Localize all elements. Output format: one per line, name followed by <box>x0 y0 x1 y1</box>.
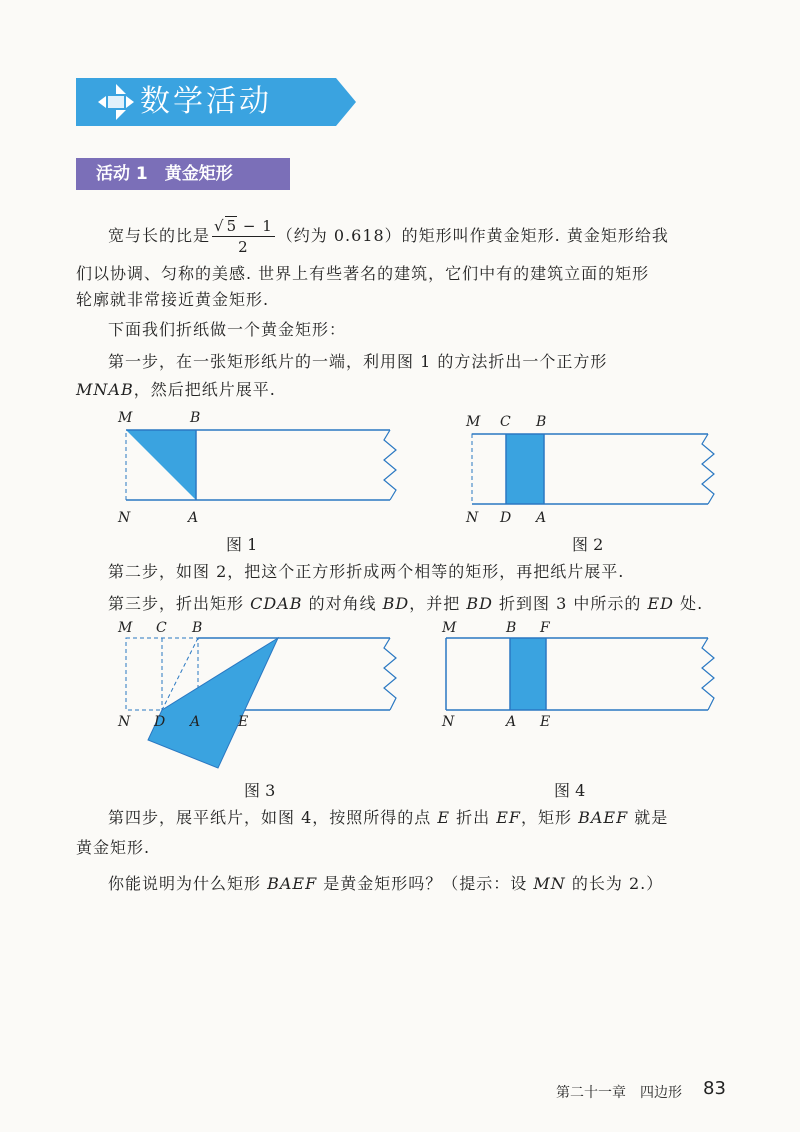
label-E: E <box>238 714 249 730</box>
question-text: 你能说明为什么矩形 BAEF 是黄金矩形吗？（提示：设 MN 的长为 2.） <box>108 874 664 893</box>
figure-2 <box>450 408 760 528</box>
figure-3 <box>100 616 410 776</box>
label-B: B <box>506 620 517 636</box>
label-B: B <box>190 410 201 426</box>
intro-line-3: 轮廓就非常接近黄金矩形. <box>76 290 270 309</box>
fold-intro: 下面我们折纸做一个黄金矩形： <box>108 320 347 339</box>
figure-2-caption: 图 2 <box>572 535 604 554</box>
label-N: N <box>442 714 455 730</box>
activity-title: 活动 1 黄金矩形 <box>96 164 233 184</box>
step3-text: 第三步，折出矩形 CDAB 的对角线 BD，并把 BD 折到图 3 中所示的 ED 处. <box>108 594 704 613</box>
golden-ratio-fraction: $\frac{√ 5 - 1}{2}$ <box>214 217 273 256</box>
label-M: M <box>466 414 481 430</box>
page-number: 83 <box>703 1078 726 1099</box>
step4-line2: 黄金矩形. <box>76 838 151 857</box>
label-A: A <box>190 714 201 730</box>
label-M: M <box>118 410 133 426</box>
step2-text: 第二步，如图 2，把这个正方形折成两个相等的矩形，再把纸片展平. <box>108 562 625 581</box>
step1-line1: 第一步，在一张矩形纸片的一端，利用图 1 的方法折出一个正方形 <box>108 352 608 371</box>
intro-line-2: 们以协调、匀称的美感. 世界上有些著名的建筑，它们中有的建筑立面的矩形 <box>76 264 650 283</box>
figure-1 <box>100 408 410 528</box>
figure-3-caption: 图 3 <box>244 781 276 800</box>
figure-1-caption: 图 1 <box>226 535 258 554</box>
intro-line-1: 宽与长的比是 $\frac{√ 5 - 1}{2}$ （约为 0.618）的矩形叫作黄金矩形. 黄金矩形给我 <box>108 217 669 256</box>
label-A: A <box>188 510 199 526</box>
step1-line2: MNAB，然后把纸片展平. <box>76 380 276 399</box>
section-title: 数学活动 <box>140 84 272 119</box>
diamond-logo-icon <box>96 82 136 122</box>
label-A: A <box>506 714 517 730</box>
chapter-footer: 第二十一章 四边形 <box>556 1085 682 1101</box>
figure-4-caption: 图 4 <box>554 781 586 800</box>
label-A: A <box>536 510 547 526</box>
label-B: B <box>192 620 203 636</box>
label-F: F <box>540 620 550 636</box>
label-N: N <box>118 714 131 730</box>
label-N: N <box>466 510 479 526</box>
label-M: M <box>118 620 133 636</box>
step4-line1: 第四步，展平纸片，如图 4，按照所得的点 E 折出 EF，矩形 BAEF 就是 <box>108 808 669 827</box>
label-D: D <box>500 510 512 526</box>
label-N: N <box>118 510 131 526</box>
label-E: E <box>540 714 551 730</box>
figure-4 <box>436 616 746 736</box>
label-B: B <box>536 414 547 430</box>
label-C: C <box>156 620 167 636</box>
label-M: M <box>442 620 457 636</box>
label-D: D <box>154 714 166 730</box>
label-C: C <box>500 414 511 430</box>
